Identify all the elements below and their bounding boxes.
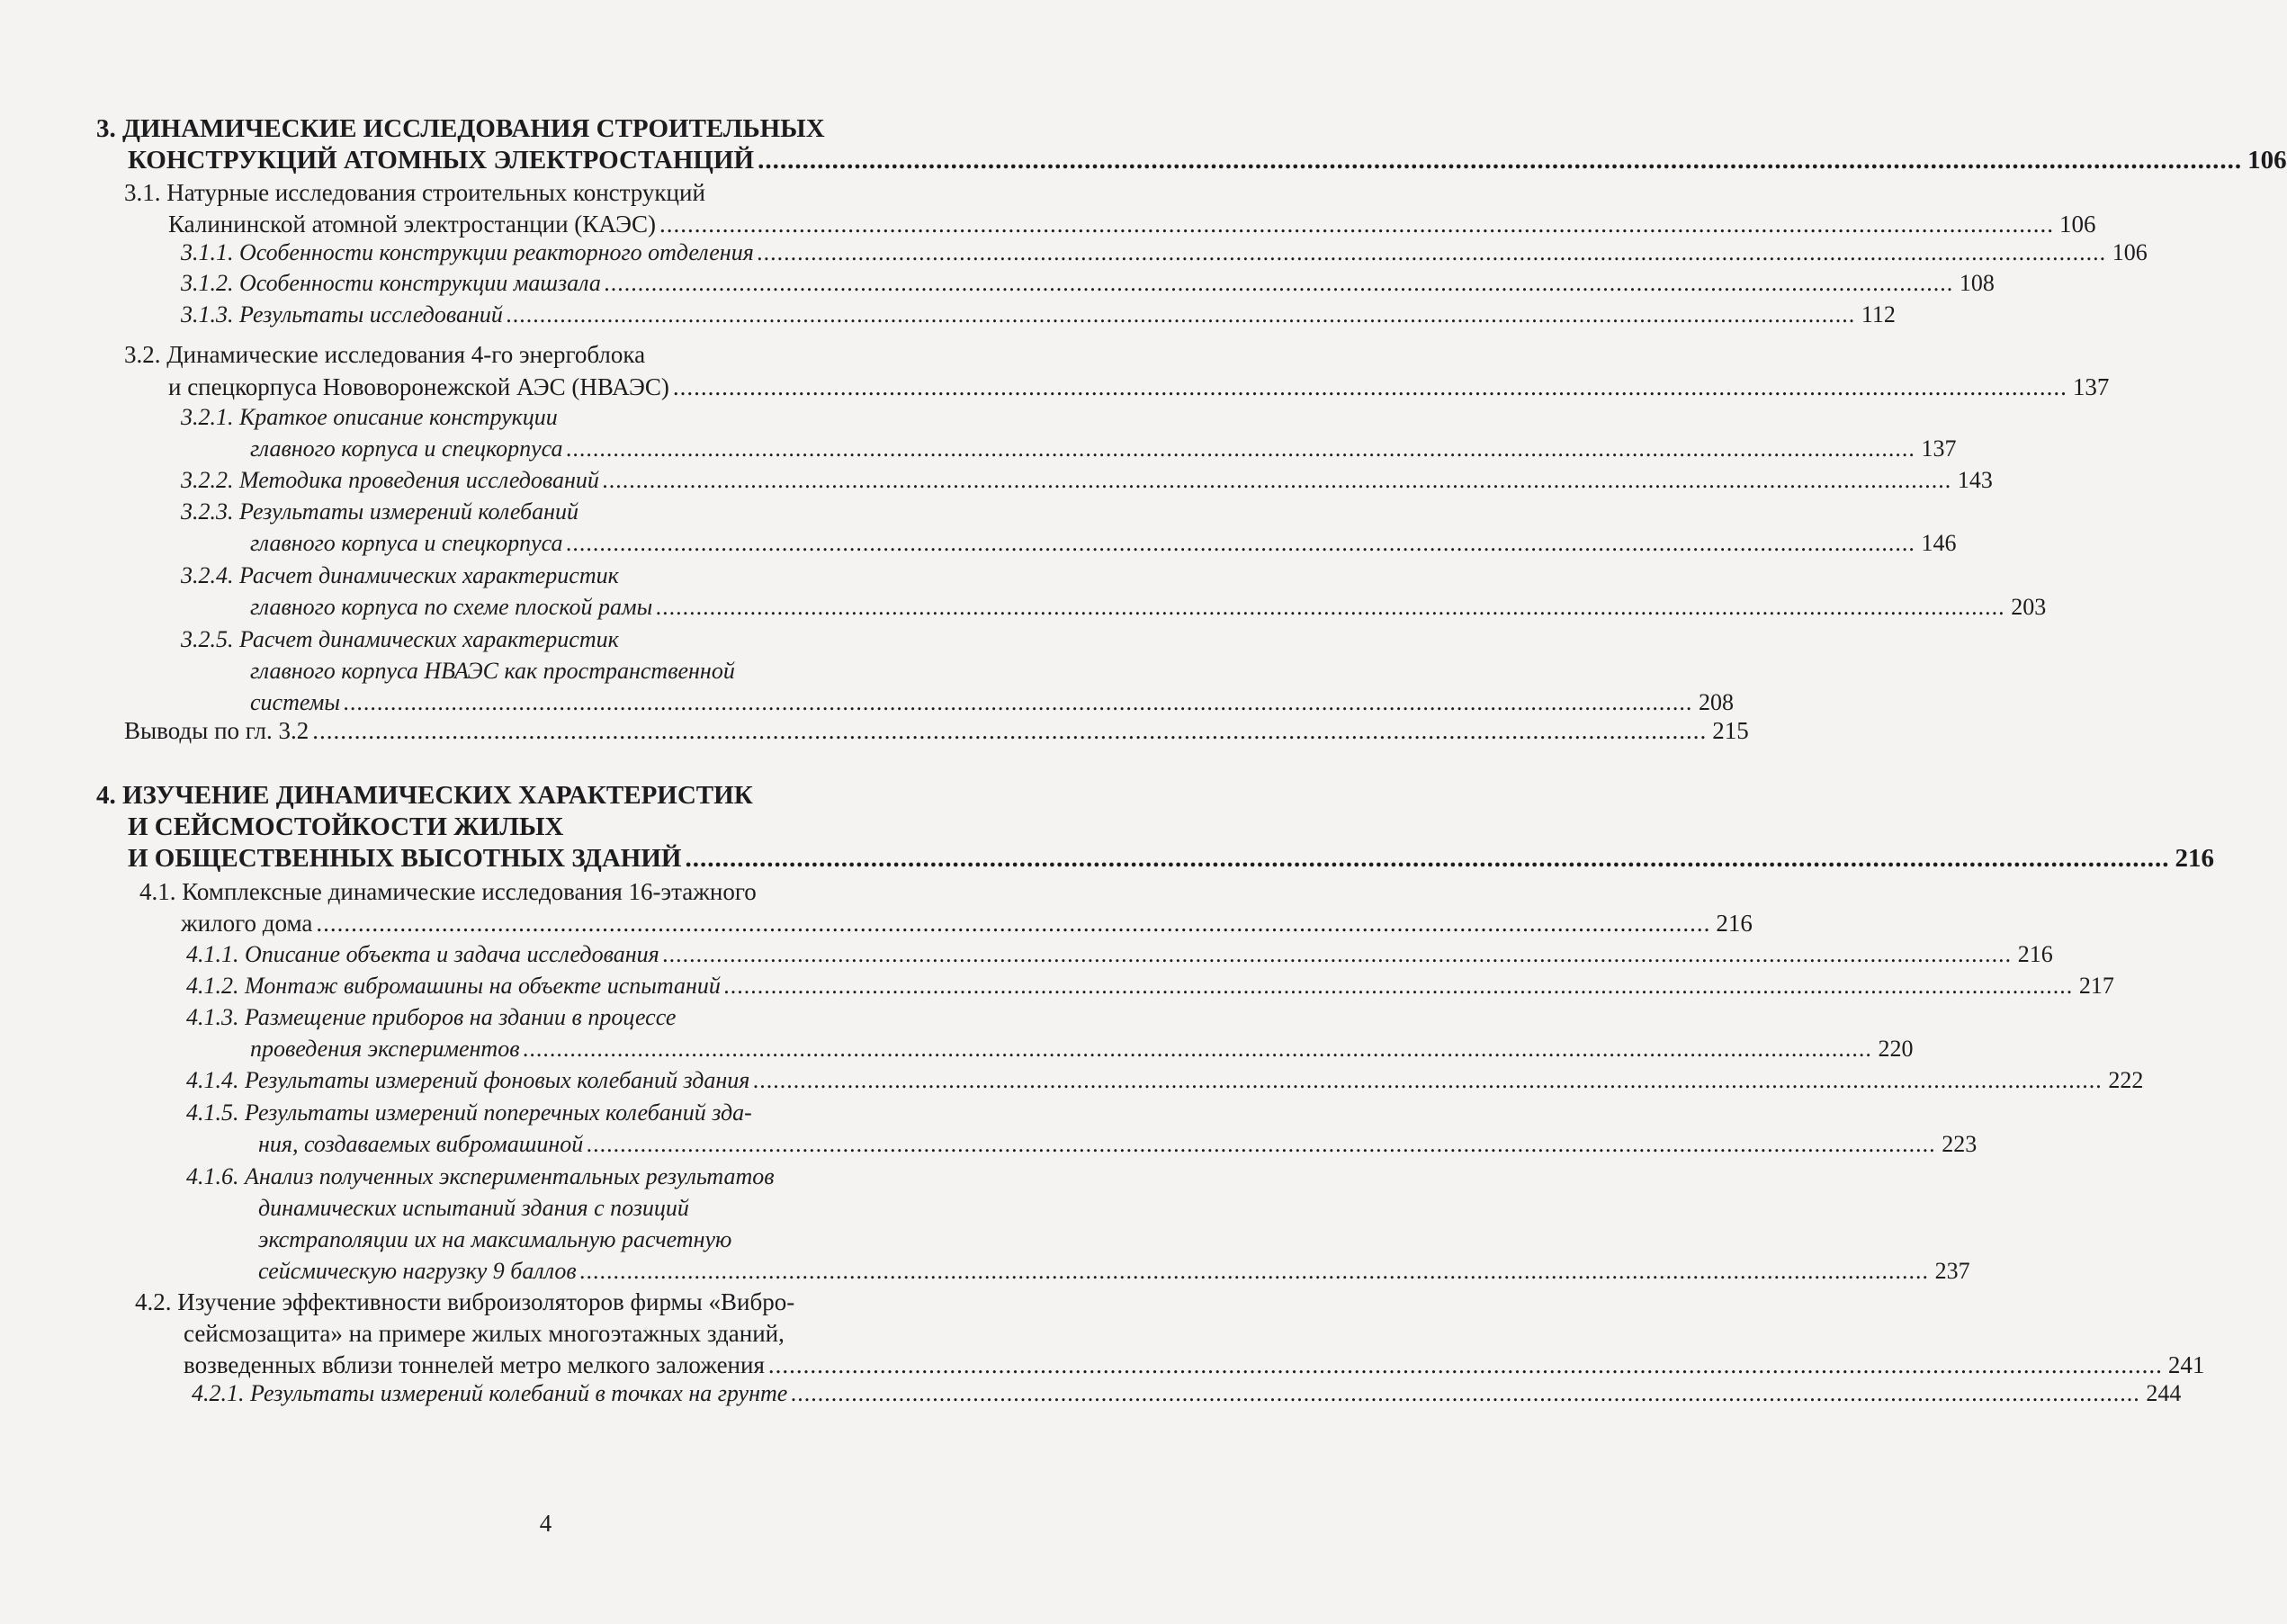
toc-leader-dots: ........................................................................................................................................................................................................ — [685, 844, 2170, 873]
toc-entry-title: 3.1.2. Особенности конструкции машзала — [181, 270, 601, 296]
toc-entry-title: динамических испытаний здания с позиций — [258, 1195, 689, 1221]
toc-entry-title: Выводы по гл. 3.2 — [124, 717, 309, 744]
toc-entry-title: 4.1.2. Монтаж вибромашины на объекте испытаний — [186, 973, 721, 999]
toc-leader-dots: ........................................................................................................................................................................................................ — [758, 146, 2243, 175]
toc-page-number: 146 — [1921, 530, 1957, 556]
toc-page-number: 203 — [2011, 594, 2047, 620]
toc-leader-dots: ........................................................................................................................................................................................................ — [316, 910, 1711, 937]
toc-entry-title: ния, создаваемых вибромашиной — [258, 1131, 584, 1157]
toc-entry-line — [124, 179, 1028, 207]
toc-entry-line — [135, 1288, 1028, 1316]
toc-entry-line — [181, 562, 1028, 589]
toc-page-number: 112 — [1861, 301, 1896, 327]
toc-entry-line — [250, 1036, 1914, 1063]
toc-leader-dots: ........................................................................................................................................................................................................ — [757, 239, 2107, 265]
toc-entry-title: 3.2.1. Краткое описание конструкции — [181, 404, 558, 430]
toc-entry-title: 4.1.3. Размещение приборов на здании в процессе — [186, 1004, 677, 1030]
toc-page-number: 106 — [2247, 146, 2287, 175]
toc-entry-title: главного корпуса НВАЭС как пространственной — [250, 658, 735, 684]
toc-entry-line — [186, 1067, 2144, 1094]
toc-entry-title: главного корпуса по схеме плоской рамы — [250, 594, 653, 620]
toc-page-number: 215 — [1712, 717, 1749, 744]
toc-entry-line — [186, 973, 2114, 1000]
toc-entry-line — [181, 467, 1993, 494]
toc-entry-title: 4.1. Комплексные динамические исследования 16-этажного — [139, 878, 757, 905]
toc-entry-title: 3.2.2. Методика проведения исследований — [181, 467, 599, 493]
toc-leader-dots: ........................................................................................................................................................................................................ — [566, 435, 1916, 462]
toc-leader-dots: ........................................................................................................................................................................................................ — [656, 594, 2006, 620]
toc-entry-line — [124, 717, 1749, 745]
toc-leader-dots: ........................................................................................................................................................................................................ — [579, 1258, 1930, 1284]
toc-entry-title: 3.2.4. Расчет динамических характеристик — [181, 562, 619, 588]
toc-entry-line — [186, 1004, 1028, 1031]
toc-page-number: 223 — [1942, 1131, 1978, 1157]
toc-entry-line — [186, 1099, 1028, 1126]
toc-leader-dots: ........................................................................................................................................................................................................ — [723, 973, 2074, 999]
toc-entry-title: 4. ИЗУЧЕНИЕ ДИНАМИЧЕСКИХ ХАРАКТЕРИСТИК — [96, 781, 753, 810]
toc-entry-line — [128, 146, 2287, 175]
toc-page-number: 217 — [2078, 973, 2114, 999]
toc-entry-title: главного корпуса и спецкорпуса — [250, 435, 563, 462]
toc-entry-line — [258, 1258, 1970, 1285]
toc-page-number: 241 — [2167, 1351, 2205, 1378]
toc-entry-line — [250, 435, 1957, 462]
toc-leader-dots: ........................................................................................................................................................................................................ — [343, 689, 1693, 715]
toc-entry-title: 4.1.1. Описание объекта и задача исследования — [186, 941, 659, 967]
toc-entry-line — [96, 114, 1028, 144]
toc-entry-title: 3. ДИНАМИЧЕСКИЕ ИССЛЕДОВАНИЯ СТРОИТЕЛЬНЫХ — [96, 114, 825, 143]
toc-entry-title: жилого дома — [181, 910, 313, 937]
toc-entry-line — [258, 1226, 1028, 1253]
toc-entry-line — [139, 878, 1028, 906]
toc-leader-dots: ........................................................................................................................................................................................................ — [659, 211, 2054, 238]
toc-entry-title: 4.1.5. Результаты измерений поперечных колебаний зда- — [186, 1099, 752, 1126]
toc-entry-line — [258, 1131, 1978, 1158]
toc-entry-line — [192, 1380, 2182, 1407]
toc-page-number: 222 — [2108, 1067, 2144, 1093]
toc-page-number: 244 — [2146, 1380, 2182, 1406]
toc-entry-line — [124, 341, 1028, 369]
toc-entry-title: 3.1.1. Особенности конструкции реакторного отделения — [181, 239, 754, 265]
toc-entry-title: И СЕЙСМОСТОЙКОСТИ ЖИЛЫХ — [128, 812, 564, 841]
toc-entry-title: сейсмическую нагрузку 9 баллов — [258, 1258, 577, 1284]
toc-entry-line — [250, 530, 1957, 557]
toc-leader-dots: ........................................................................................................................................................................................................ — [587, 1131, 1937, 1157]
toc-entry-title: 3.2.5. Расчет динамических характеристик — [181, 626, 619, 652]
toc-entry-line — [181, 498, 1028, 525]
toc-page-number: 208 — [1698, 689, 1734, 715]
toc-page-number: 137 — [1921, 435, 1957, 462]
toc-entry-line — [128, 812, 1028, 842]
toc-entry-title: главного корпуса и спецкорпуса — [250, 530, 563, 556]
toc-entry-line — [181, 626, 1028, 653]
toc-leader-dots: ........................................................................................................................................................................................................ — [523, 1036, 1873, 1062]
toc-entry-line — [181, 270, 1995, 297]
toc-page-number: 143 — [1957, 467, 1993, 493]
toc-leader-dots: ........................................................................................................................................................................................................ — [753, 1067, 2103, 1093]
toc-page-number: 216 — [2017, 941, 2053, 967]
toc-entry-line — [250, 594, 2047, 621]
toc-entry-title: 4.2.1. Результаты измерений колебаний в точках на грунте — [192, 1380, 788, 1406]
toc-entry-line — [250, 658, 1028, 685]
toc-entry-title: Калининской атомной электростанции (КАЭС) — [168, 211, 656, 238]
toc-entry-line — [96, 781, 1028, 811]
toc-entry-title: проведения экспериментов — [250, 1036, 520, 1062]
toc-entry-line — [181, 910, 1753, 938]
toc-leader-dots: ........................................................................................................................................................................................................ — [312, 717, 1708, 744]
toc-entry-title: 3.2.3. Результаты измерений колебаний — [181, 498, 578, 525]
toc-leader-dots: ........................................................................................................................................................................................................ — [506, 301, 1856, 327]
toc-entry-line — [184, 1320, 1028, 1348]
toc-entry-title: 4.1.6. Анализ полученных экспериментальных результатов — [186, 1163, 775, 1189]
toc-entry-title: и спецкорпуса Нововоронежской АЭС (НВАЭС) — [168, 373, 669, 400]
toc-leader-dots: ........................................................................................................................................................................................................ — [662, 941, 2013, 967]
toc-entry-line — [186, 1163, 1028, 1190]
toc-entry-title: И ОБЩЕСТВЕННЫХ ВЫСОТНЫХ ЗДАНИЙ — [128, 844, 682, 873]
toc-entry-title: 4.2. Изучение эффективности виброизоляторов фирмы «Вибро- — [135, 1288, 795, 1315]
toc-leader-dots: ........................................................................................................................................................................................................ — [566, 530, 1916, 556]
toc-entry-title: экстраполяции их на максимальную расчетную — [258, 1226, 732, 1252]
toc-page-number: 216 — [1716, 910, 1753, 937]
toc-entry-line — [250, 689, 1734, 716]
toc-page-number: 237 — [1934, 1258, 1970, 1284]
toc-page-number: 106 — [2112, 239, 2148, 265]
toc-entry-title: системы — [250, 689, 340, 715]
toc-entry-line — [181, 301, 1896, 328]
toc-entry-line — [128, 844, 2214, 874]
toc-entry-title: сейсмозащита» на примере жилых многоэтажных зданий, — [184, 1320, 785, 1347]
toc-entry-line — [186, 941, 2053, 968]
toc-leader-dots: ........................................................................................................................................................................................................ — [767, 1351, 2163, 1378]
toc-entry-line — [168, 211, 2096, 238]
toc-entry-line — [181, 239, 2148, 266]
toc-entry-line — [258, 1195, 1028, 1222]
toc-entry-title: 3.2. Динамические исследования 4-го энергоблока — [124, 341, 646, 368]
toc-leader-dots: ........................................................................................................................................................................................................ — [604, 270, 1954, 296]
toc-page-number: 137 — [2072, 373, 2110, 400]
toc-page-number: 220 — [1878, 1036, 1914, 1062]
toc-entry-title: КОНСТРУКЦИЙ АТОМНЫХ ЭЛЕКТРОСТАНЦИЙ — [128, 146, 755, 175]
toc-leader-dots: ........................................................................................................................................................................................................ — [791, 1380, 2141, 1406]
toc-leader-dots: ........................................................................................................................................................................................................ — [602, 467, 1952, 493]
toc-entry-title: возведенных вблизи тоннелей метро мелкого заложения — [184, 1351, 765, 1378]
toc-entry-line — [181, 404, 1028, 431]
toc-page-number: 108 — [1959, 270, 1995, 296]
toc-entry-title: 4.1.4. Результаты измерений фоновых колебаний здания — [186, 1067, 750, 1093]
toc-leader-dots: ........................................................................................................................................................................................................ — [672, 373, 2067, 400]
toc-entry-line — [168, 373, 2110, 401]
page-number: 4 — [539, 1510, 552, 1537]
toc-entry-line — [184, 1351, 2205, 1379]
toc-entry-title: 3.1.3. Результаты исследований — [181, 301, 503, 327]
toc-page-number: 216 — [2175, 844, 2214, 873]
toc-entry-title: 3.1. Натурные исследования строительных конструкций — [124, 179, 705, 206]
toc-page-number: 106 — [2058, 211, 2096, 238]
